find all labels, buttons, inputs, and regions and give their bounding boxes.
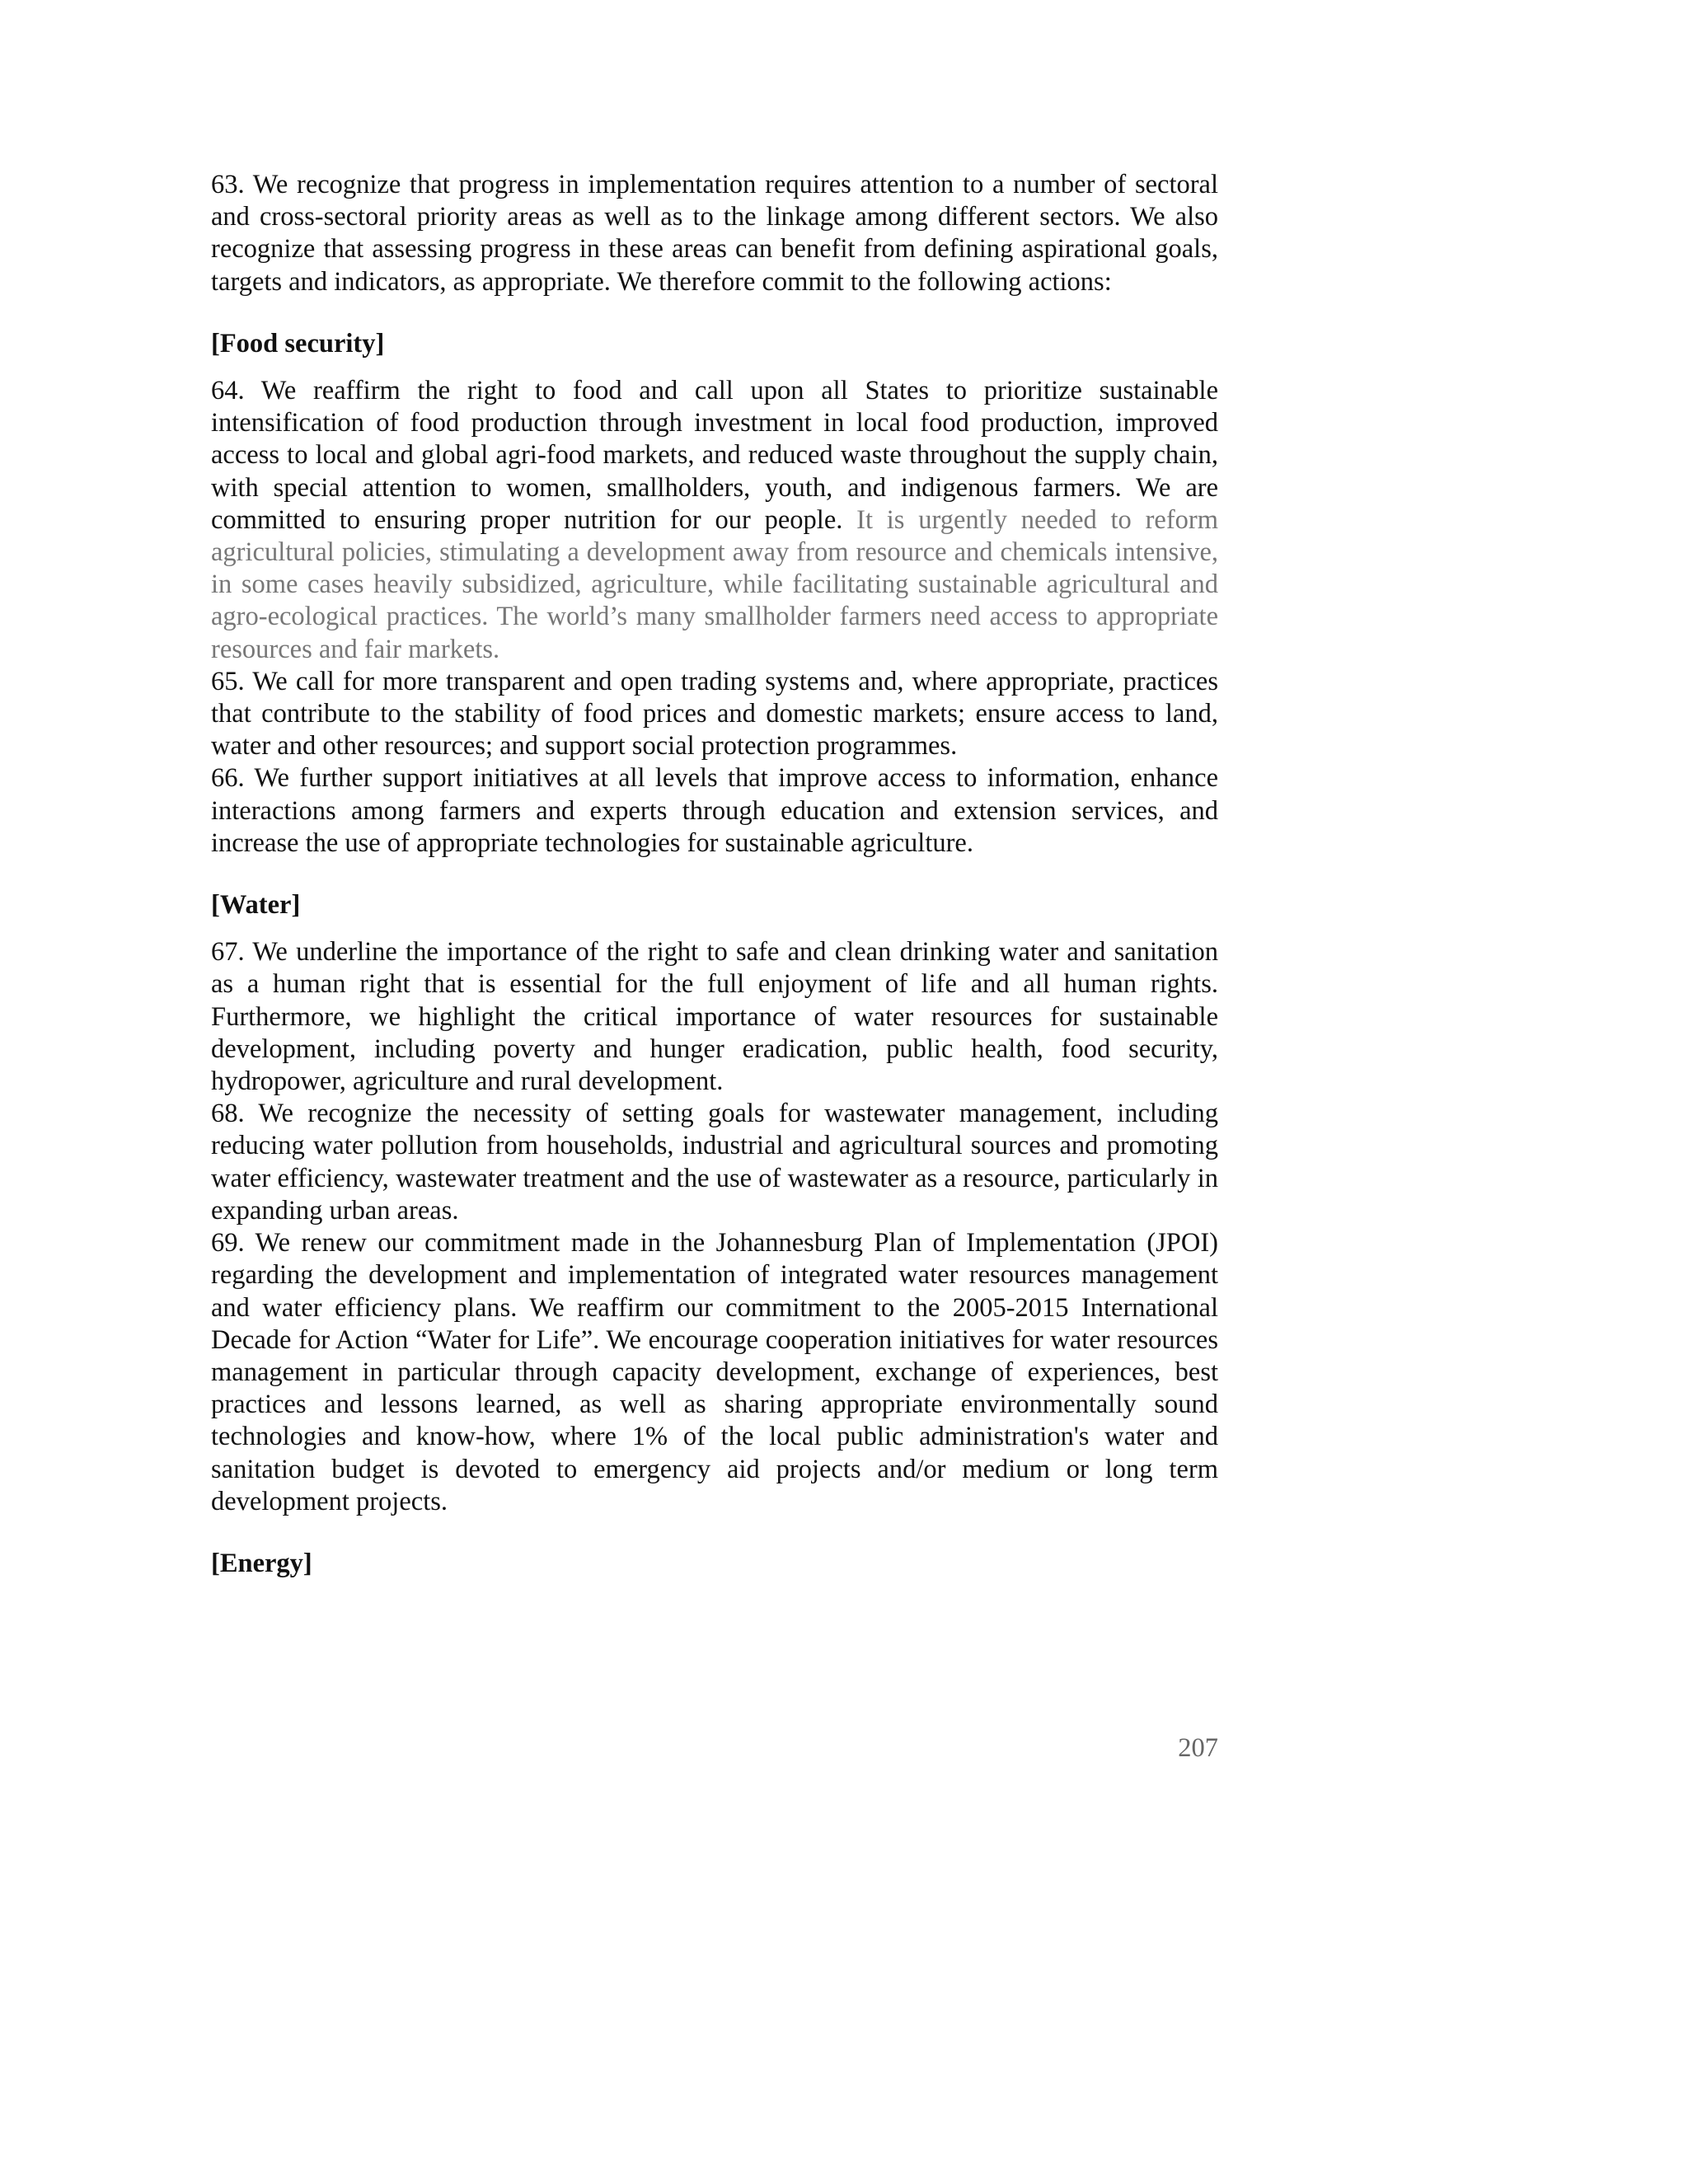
document-page: [211, 169, 1218, 1580]
paragraph-68: 68. We recognize the necessity of setting goals for wastewater management, including reducing water pollution from households, industrial and agricultural sources and promoting water efficiency, wastewater treatment and the use of wastewater as a resource, particularly in expanding urban areas.: [211, 1099, 1218, 1226]
paragraph-64-muted-text: It is urgently needed to reform agricultural policies, stimulating a development away from resource and chemicals intensive, in some cases heavily subsidized, agriculture, while facilitating sustainable agricultural and agro-ecological practices. The world’s many smallholder farmers need access to appropriate resources and fair markets.: [211, 504, 1219, 664]
paragraph-65: 65. We call for more transparent and open trading systems and, where appropriate, practices that contribute to the stability of food prices and domestic markets; ensure access to land, water and other resources; and support social protection programmes.: [211, 666, 1218, 762]
section-heading-water: [Water]: [211, 890, 301, 921]
paragraph-66: 66. We further support initiatives at all levels that improve access to information, enhance interactions among farmers and experts through education and extension services, and increase the use of appropriate technologies for sustainable agriculture.: [211, 763, 1218, 858]
page-number: 207: [1178, 1733, 1218, 1763]
section-heading-energy: [Energy]: [211, 1548, 312, 1578]
paragraph-64-main-text: 64. We reaffirm the right to food and call upon all States to prioritize sustainable intensification of food production through investment in local food production, improved access to local and global agri-food markets, and reduced waste throughout the supply chain, with special attention to women, smallholders, youth, and indigenous farmers. We are committed to ensuring proper nutrition for our people.: [211, 376, 1218, 535]
paragraph-69: 69. We renew our commitment made in the Johannesburg Plan of Implementation (JPOI) regarding the development and implementation of integrated water resources management and water efficiency plans. We reaffirm our commitment to the 2005-2015 International Decade for Action “Water for Life”. We encourage cooperation initiatives for water resources management in particular through capacity development, exchange of experiences, best practices and lessons learned, as well as sharing appropriate environmentally sound technologies and know-how, where 1% of the local public administration's water and sanitation budget is devoted to emergency aid projects and/or medium or long term development projects.: [211, 1228, 1218, 1516]
paragraph-67: 67. We underline the importance of the right to safe and clean drinking water and sanitation as a human right that is essential for the full enjoyment of life and all human rights. Furthermore, we highlight the critical importance of water resources for sustainable development, including poverty and hunger eradication, public health, food security, hydropower, agriculture and rural development.: [211, 937, 1218, 1097]
section-heading-food-security: [Food security]: [211, 328, 385, 359]
paragraph-64: [211, 375, 1218, 666]
paragraph-63: 63. We recognize that progress in implementation requires attention to a number of sectoral and cross-sectoral priority areas as well as to the linkage among different sectors. We also recognize that assessing progress in these areas can benefit from defining aspirational goals, targets and indicators, as appropriate. We therefore commit to the following actions:: [211, 170, 1218, 297]
